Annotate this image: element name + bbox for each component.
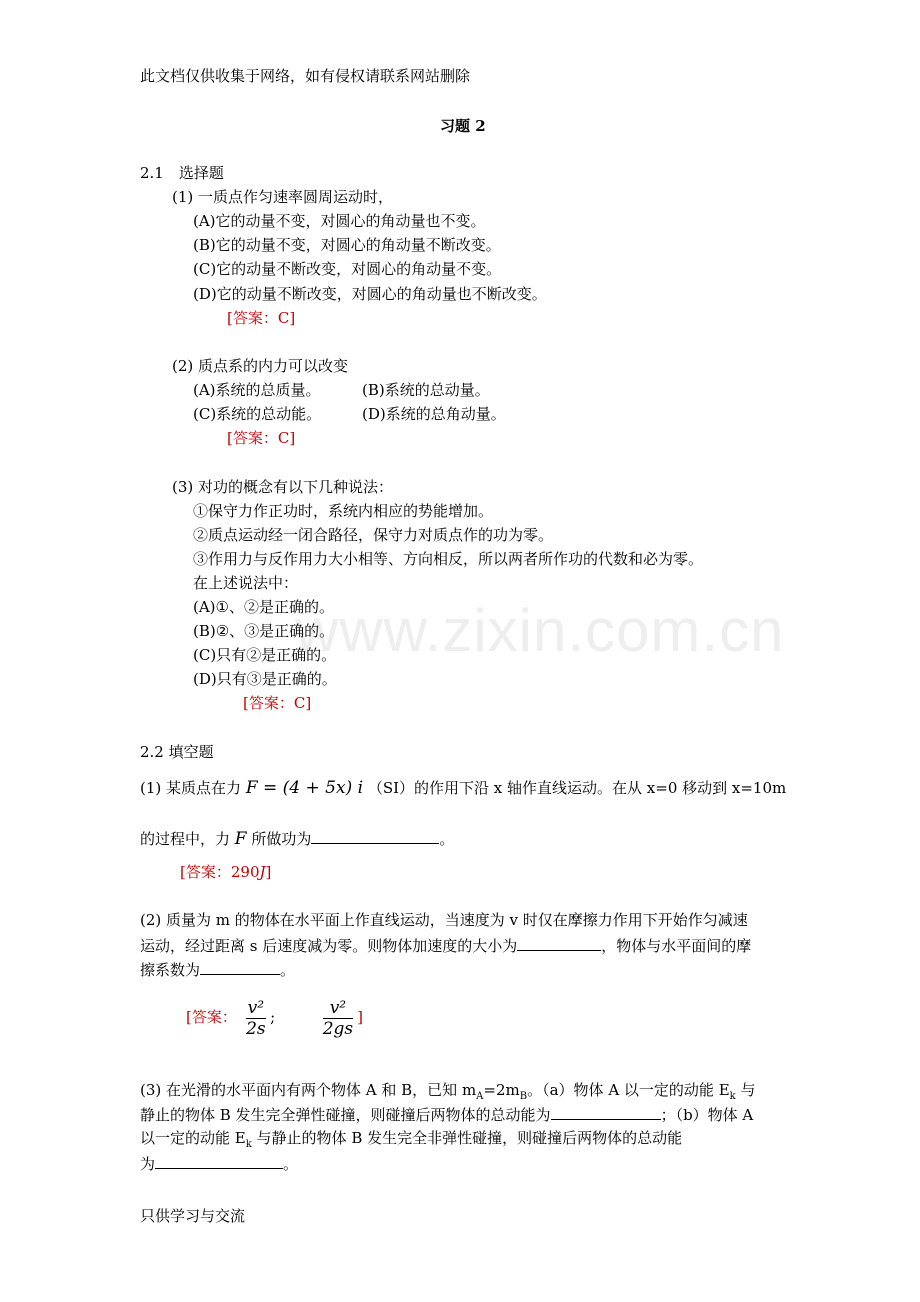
fill-q2-line2 [140, 935, 751, 956]
q3-lead: 在上述说法中： [193, 574, 299, 592]
q2-option-c: (C)系统的总动能。 [193, 405, 322, 423]
q3-option-a: (A)①、②是正确的。 [193, 598, 334, 616]
force-symbol: F [234, 829, 247, 849]
watermark: www.zixin.com.cn [295, 597, 785, 664]
header-note: 此文档仅供收集于网络，如有侵权请联系网站删除 [140, 67, 471, 85]
fill-q2-answer-prefix: [答案： [186, 1008, 237, 1026]
fill-q3-l3-b: 与静止的物体 B 发生完全非弹性碰撞，则碰撞后两物体的总动能 [251, 1129, 683, 1147]
fill-q2-separator: ; [270, 1008, 276, 1026]
q1-option-a: (A)它的动量不变，对圆心的角动量也不变。 [193, 212, 486, 230]
fill-q3-line4 [140, 1153, 298, 1174]
q3-option-b: (B)②、③是正确的。 [193, 622, 335, 640]
fill-q3-blank-1 [551, 1104, 661, 1120]
fill-q2-line1: (2) 质量为 m 的物体在水平面上作直线运动，当速度为 v 时仅在摩擦力作用下开始作匀减速 [140, 911, 748, 929]
fill-q2-blank-1 [517, 935, 601, 951]
fill-q1-answer-suffix: ] [265, 863, 272, 881]
subscript-k-2: k [245, 1139, 252, 1150]
q1-option-b: (B)它的动量不变，对圆心的角动量不断改变。 [193, 236, 501, 254]
q1-option-d: (D)它的动量不断改变，对圆心的角动量也不断改变。 [193, 285, 547, 303]
fill-q2-line3 [140, 959, 295, 980]
footer-note: 只供学习与交流 [140, 1207, 246, 1225]
fill-q1-line2 [140, 828, 454, 849]
q2-answer: [答案：C] [227, 429, 296, 447]
fill-q1-line1 [140, 778, 786, 798]
q3-answer: [答案：C] [243, 694, 312, 712]
fraction-2-numerator: v² [323, 998, 353, 1019]
q1-option-c: (C)它的动量不断改变，对圆心的角动量不变。 [193, 260, 502, 278]
q3-stem: (3) 对功的概念有以下几种说法： [172, 478, 394, 496]
fill-q2-fraction-2 [323, 998, 353, 1039]
fill-q2-answer [186, 995, 363, 1039]
fill-q1-answer [180, 862, 271, 882]
section-heading-choice: 2.1 选择题 [140, 164, 224, 182]
fraction-1-denominator: 2s [246, 1018, 266, 1039]
q3-statement-3: ③作用力与反作用力大小相等、方向相反，所以两者所作功的代数和必为零。 [193, 550, 704, 568]
fill-q3-l4-a: 为 [140, 1155, 156, 1173]
fraction-2-denominator: 2gs [322, 1018, 354, 1039]
q3-statement-1: ①保守力作正功时，系统内相应的势能增加。 [193, 502, 494, 520]
q3-option-c: (C)只有②是正确的。 [193, 646, 337, 664]
subscript-a: A [476, 1091, 484, 1102]
fill-q1-answer-unit: J [259, 863, 266, 881]
fill-q3-l2-a: 静止的物体 B 发生完全弹性碰撞，则碰撞后两物体的总动能为 [140, 1106, 551, 1124]
fill-q2-fraction-1 [246, 998, 266, 1039]
fill-q3-l1-b: =2m [483, 1081, 520, 1099]
fill-q3-l2-b: ；（b）物体 A [660, 1106, 754, 1124]
fill-q3-blank-2 [155, 1153, 283, 1169]
q2-stem: (2) 质点系的内力可以改变 [172, 357, 349, 375]
q2-option-b: (B)系统的总动量。 [362, 381, 490, 399]
q1-answer: [答案：C] [227, 309, 296, 327]
q3-option-d: (D)只有③是正确的。 [193, 670, 337, 688]
fill-q1-line2-pre: 的过程中，力 [140, 830, 231, 848]
force-formula: F = (4 + 5x) i [245, 778, 364, 798]
fill-q3-line2 [140, 1104, 753, 1125]
fill-q1-line2-end: 。 [439, 830, 455, 848]
fill-q3-l4-b: 。 [283, 1155, 299, 1173]
fill-q3-l1-d: 与 [735, 1081, 756, 1099]
fill-q2-line3-pre: 擦系数为 [140, 961, 201, 979]
fill-q2-line2-pre: 运动，经过距离 s 后速度减为零。则物体加速度的大小为 [140, 937, 518, 955]
fill-q2-blank-2 [200, 959, 280, 975]
fill-q3-l1-c: 。（a）物体 A 以一定的动能 E [527, 1081, 730, 1099]
fill-q1-post: （SI）的作用下沿 x 轴作直线运动。在从 x=0 移动到 x=10m [367, 779, 787, 797]
fill-q3-l3-a: 以一定的动能 E [140, 1129, 246, 1147]
fraction-1-numerator: v² [247, 997, 265, 1018]
fill-q1-answer-prefix: [答案： [180, 863, 231, 881]
fill-q2-answer-suffix: ] [357, 1008, 363, 1026]
fill-q3-line3 [140, 1128, 682, 1155]
fill-q2-line2-post: ，物体与水平面间的摩 [601, 937, 752, 955]
q3-statement-2: ②质点运动经一闭合路径，保守力对质点作的功为零。 [193, 526, 554, 544]
q2-option-a: (A)系统的总质量。 [193, 381, 321, 399]
subscript-b: B [519, 1091, 528, 1102]
subscript-k: k [729, 1091, 736, 1102]
q2-option-d: (D)系统的总角动量。 [362, 405, 506, 423]
q1-stem: (1) 一质点作匀速率圆周运动时， [172, 188, 394, 206]
fill-q2-line3-post: 。 [280, 961, 296, 979]
fill-q1-line2-post: 所做功为 [251, 830, 312, 848]
fill-q1-blank [311, 828, 439, 844]
fill-q1-pre: (1) 某质点在力 [140, 779, 242, 797]
page-title: 习题 2 [440, 117, 486, 135]
fill-q1-answer-value: 290 [230, 863, 260, 881]
fill-q3-l1-a: (3) 在光滑的水平面内有两个物体 A 和 B，已知 m [140, 1081, 477, 1099]
section-heading-fill: 2.2 填空题 [140, 743, 214, 761]
fill-q3-line1 [140, 1080, 755, 1107]
